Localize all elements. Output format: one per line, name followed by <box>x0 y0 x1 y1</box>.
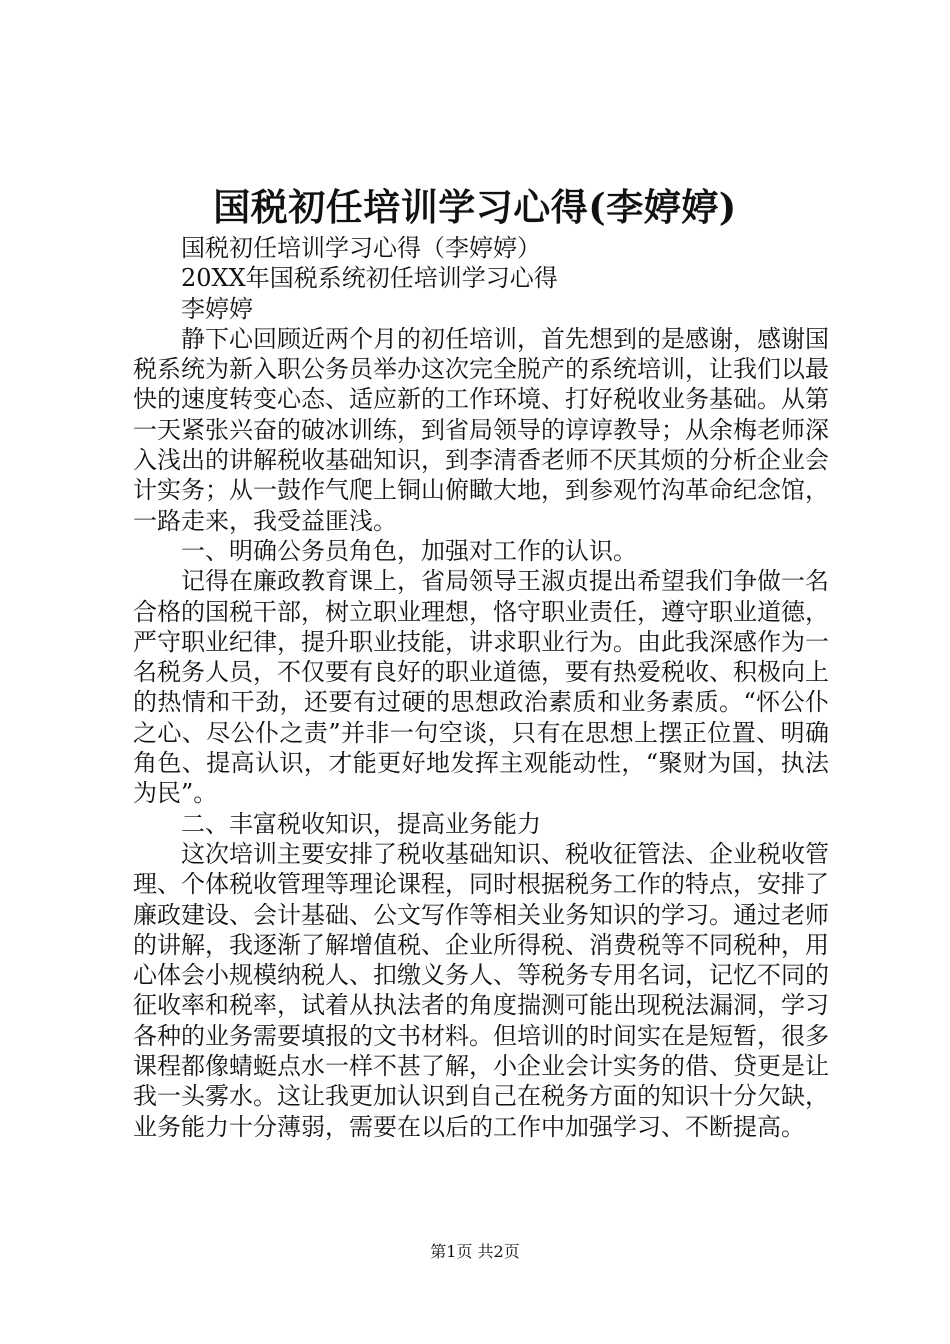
paragraph-subtitle: 20XX年国税系统初任培训学习心得 <box>181 264 558 293</box>
paragraph-author: 李婷婷 <box>181 294 253 323</box>
page-number-footer: 第1页 共2页 <box>430 1242 520 1261</box>
paragraph-section-1: 记得在廉政教育课上，省局领导王淑贞提出希望我们争做一名合格的国税干部，树立职业理想，恪守职业责任，遵守职业道德，严守职业纪律，提升职业技能，讲求职业行为。由此我深感作为一名税务人员，不仅要有良好的职业道德，要有热爱税收、积极向上的热情和干劲，还要有过硬的思想政治素质和业务素质。“怀公仆之心、尽公仆之责”并非一句空谈，只有在思想上摆正位置、明确角色、提高认识，才能更好地发挥主观能动性，“聚财为国，执法为民”。 <box>133 567 829 808</box>
document-title: 国税初任培训学习心得(李婷婷) <box>213 185 737 229</box>
paragraph-section-2: 这次培训主要安排了税收基础知识、税收征管法、企业税收管理、个体税收管理等理论课程，同时根据税务工作的特点，安排了廉政建设、会计基础、公文写作等相关业务知识的学习。通过老师的讲解，我逐渐了解增值税、企业所得税、消费税等不同税种，用心体会小规模纳税人、扣缴义务人、等税务专用名词，记忆不同的征收率和税率，试着从执法者的角度揣测可能出现税法漏洞，学习各种的业务需要填报的文书材料。但培训的时间实在是短暂，很多课程都像蜻蜓点水一样不甚了解，小企业会计实务的借、贷更是让我一头雾水。这让我更加认识到自己在税务方面的知识十分欠缺，业务能力十分薄弱，需要在以后的工作中加强学习、不断提高。 <box>133 839 829 1141</box>
section-heading-2: 二、丰富税收知识，提高业务能力 <box>181 809 541 838</box>
paragraph-heading-copy: 国税初任培训学习心得（李婷婷） <box>181 234 541 262</box>
section-heading-1: 一、明确公务员角色，加强对工作的认识。 <box>181 536 637 565</box>
document-body <box>133 233 829 1142</box>
paragraph-intro: 静下心回顾近两个月的初任培训，首先想到的是感谢，感谢国税系统为新入职公务员举办这次完全脱产的系统培训，让我们以最快的速度转变心态、适应新的工作环境、打好税收业务基础。从第一天紧张兴奋的破冰训练，到省局领导的谆谆教导；从余梅老师深入浅出的讲解税收基础知识，到李清香老师不厌其烦的分析企业会计实务；从一鼓作气爬上铜山俯瞰大地，到参观竹沟革命纪念馆，一路走来，我受益匪浅。 <box>133 324 829 535</box>
